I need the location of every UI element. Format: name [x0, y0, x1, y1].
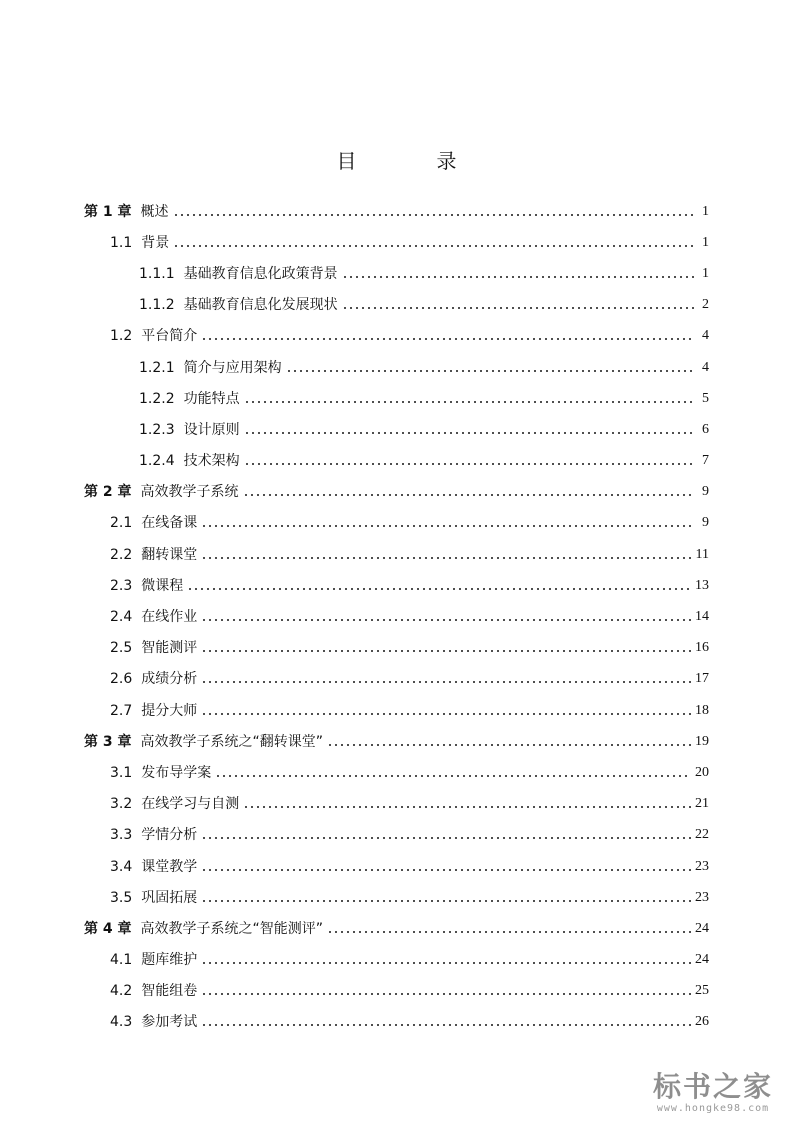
toc-dot-leader [201, 556, 691, 560]
toc-entry-title: 智能测评 [141, 640, 198, 657]
toc-dot-leader [201, 961, 691, 965]
watermark-url: www.hongke98.com [656, 1103, 770, 1114]
toc-dot-leader [244, 431, 695, 435]
toc-entry-title: 学情分析 [141, 827, 198, 844]
toc-entry-title: 成绩分析 [141, 671, 198, 688]
toc-entry-page: 1 [702, 265, 709, 281]
toc-entry[interactable] [84, 1007, 709, 1038]
toc-entry[interactable] [84, 414, 709, 445]
toc-entry[interactable] [84, 820, 709, 851]
toc-entry-page: 21 [695, 796, 709, 812]
toc-entry[interactable] [84, 851, 709, 882]
toc-entry-title: 题库维护 [141, 952, 198, 969]
toc-dot-leader [201, 868, 691, 872]
toc-entry-title: 技术架构 [183, 453, 240, 470]
toc-entry-title: 在线学习与自测 [141, 796, 240, 813]
toc-entry-number: 3.1 [110, 764, 133, 781]
page-title: 目 录 [336, 149, 487, 173]
toc-dot-leader [244, 400, 695, 404]
toc-entry-title: 背景 [141, 234, 170, 251]
toc-entry-number: 4.3 [110, 1014, 133, 1031]
toc-dot-leader [201, 618, 691, 622]
toc-entry-title: 在线作业 [141, 609, 198, 626]
toc-entry-number: 2.7 [110, 702, 133, 719]
toc-entry-number: 4.1 [110, 952, 133, 969]
toc-entry-number: 1.1 [110, 234, 133, 251]
toc-entry-number: 2.3 [110, 577, 133, 594]
toc-dot-leader [244, 462, 695, 466]
toc-entry[interactable] [84, 882, 709, 913]
toc-entry-number: 3.4 [110, 858, 133, 875]
toc-entry-page: 2 [702, 297, 709, 313]
toc-entry-number: 1.2.3 [139, 421, 175, 438]
toc-dot-leader [201, 680, 691, 684]
toc-entry-page: 24 [695, 952, 709, 968]
toc-entry-page: 22 [695, 827, 709, 843]
toc-entry-title: 高效教学子系统之“翻转课堂” [140, 733, 324, 750]
toc-entry-number: 1.1.1 [139, 265, 175, 282]
toc-entry-page: 9 [702, 515, 709, 531]
toc-entry-page: 23 [695, 858, 709, 874]
toc-entry-title: 参加考试 [141, 1014, 198, 1031]
toc-entry-number: 2.6 [110, 671, 133, 688]
toc-entry-title: 功能特点 [183, 390, 240, 407]
toc-dot-leader [201, 1023, 691, 1027]
watermark [643, 1071, 783, 1114]
toc-entry-page: 20 [695, 764, 709, 780]
toc-entry-number: 2.4 [110, 609, 133, 626]
toc-dot-leader [342, 275, 695, 279]
toc-dot-leader [201, 712, 691, 716]
toc-dot-leader [201, 899, 691, 903]
toc-entry-number: 3.5 [110, 889, 133, 906]
toc-entry-number: 1.2.1 [139, 359, 175, 376]
toc-entry-page: 1 [702, 234, 709, 250]
toc-entry-page: 5 [702, 390, 709, 406]
toc-entry-title: 微课程 [141, 577, 184, 594]
toc-entry-page: 11 [695, 546, 709, 562]
toc-entry-title: 基础教育信息化政策背景 [183, 265, 338, 282]
toc-entry-number: 2.1 [110, 515, 133, 532]
toc-entry[interactable] [84, 539, 709, 570]
toc-entry[interactable] [84, 227, 709, 258]
toc-entry[interactable] [84, 633, 709, 664]
toc-entry-title: 翻转课堂 [141, 546, 198, 563]
toc-entry-page: 24 [695, 920, 709, 936]
toc-entry-title: 概述 [140, 203, 169, 220]
toc-entry-number: 4.2 [110, 983, 133, 1000]
toc-entry-page: 9 [702, 484, 709, 500]
toc-entry-page: 4 [702, 328, 709, 344]
toc-entry-number: 第 3 章 [84, 733, 132, 750]
toc-entry[interactable] [84, 321, 709, 352]
toc-entry[interactable] [84, 352, 709, 383]
toc-entry-title: 发布导学案 [141, 764, 212, 781]
toc-entry-title: 高效教学子系统之“智能测评” [140, 920, 324, 937]
toc-entry[interactable] [84, 446, 709, 477]
table-of-contents [84, 196, 709, 1038]
toc-entry-number: 3.2 [110, 796, 133, 813]
toc-entry-number: 2.5 [110, 640, 133, 657]
toc-entry[interactable] [84, 196, 709, 227]
toc-entry-number: 2.2 [110, 546, 133, 563]
toc-entry-title: 高效教学子系统 [140, 484, 239, 501]
toc-entry-number: 第 4 章 [84, 920, 132, 937]
toc-dot-leader [286, 369, 695, 373]
toc-entry-title: 智能组卷 [141, 983, 198, 1000]
toc-entry-number: 第 2 章 [84, 484, 132, 501]
toc-entry-number: 1.2 [110, 328, 133, 345]
toc-dot-leader [187, 587, 691, 591]
toc-entry[interactable] [84, 383, 709, 414]
toc-dot-leader [201, 836, 691, 840]
toc-dot-leader [243, 493, 696, 497]
toc-entry-title: 在线备课 [141, 515, 198, 532]
toc-entry-page: 16 [695, 640, 709, 656]
toc-dot-leader [327, 930, 691, 934]
toc-entry[interactable] [84, 976, 709, 1007]
toc-entry[interactable] [84, 570, 709, 601]
toc-dot-leader [201, 649, 691, 653]
toc-entry[interactable] [84, 477, 709, 508]
toc-entry-title: 基础教育信息化发展现状 [183, 297, 338, 314]
toc-entry-page: 25 [695, 983, 709, 999]
toc-entry-title: 课堂教学 [141, 858, 198, 875]
toc-dot-leader [243, 805, 691, 809]
toc-entry-title: 提分大师 [141, 702, 198, 719]
toc-dot-leader [201, 524, 695, 528]
toc-dot-leader [215, 774, 691, 778]
toc-entry[interactable] [84, 664, 709, 695]
toc-entry-number: 1.2.2 [139, 390, 175, 407]
toc-entry-page: 1 [702, 203, 709, 219]
toc-entry-number: 1.1.2 [139, 297, 175, 314]
toc-dot-leader [173, 213, 696, 217]
toc-entry-page: 19 [695, 733, 709, 749]
toc-entry-page: 18 [695, 702, 709, 718]
toc-entry-page: 6 [702, 421, 709, 437]
watermark-logo: 标书之家 [652, 1070, 773, 1103]
toc-entry-title: 平台简介 [141, 328, 198, 345]
toc-entry-number: 1.2.4 [139, 453, 175, 470]
toc-dot-leader [342, 306, 695, 310]
toc-entry[interactable] [84, 508, 709, 539]
toc-entry-title: 巩固拓展 [141, 889, 198, 906]
toc-entry-title: 设计原则 [183, 421, 240, 438]
toc-entry[interactable] [84, 945, 709, 976]
toc-entry[interactable] [84, 601, 709, 632]
toc-entry[interactable] [84, 258, 709, 289]
toc-dot-leader [201, 992, 691, 996]
toc-entry[interactable] [84, 789, 709, 820]
toc-entry[interactable] [84, 290, 709, 321]
toc-entry[interactable] [84, 913, 709, 944]
toc-entry-page: 14 [695, 609, 709, 625]
toc-entry-page: 17 [695, 671, 709, 687]
toc-entry-page: 13 [695, 577, 709, 593]
toc-entry-number: 第 1 章 [84, 203, 132, 220]
toc-entry-number: 3.3 [110, 827, 133, 844]
toc-dot-leader [327, 743, 691, 747]
toc-entry[interactable] [84, 757, 709, 788]
toc-entry[interactable] [84, 726, 709, 757]
toc-dot-leader [173, 244, 695, 248]
toc-entry-title: 简介与应用架构 [183, 359, 282, 376]
toc-dot-leader [201, 337, 695, 341]
toc-entry[interactable] [84, 695, 709, 726]
toc-entry-page: 4 [702, 359, 709, 375]
toc-entry-page: 7 [702, 453, 709, 469]
toc-entry-page: 23 [695, 889, 709, 905]
toc-entry-page: 26 [695, 1014, 709, 1030]
